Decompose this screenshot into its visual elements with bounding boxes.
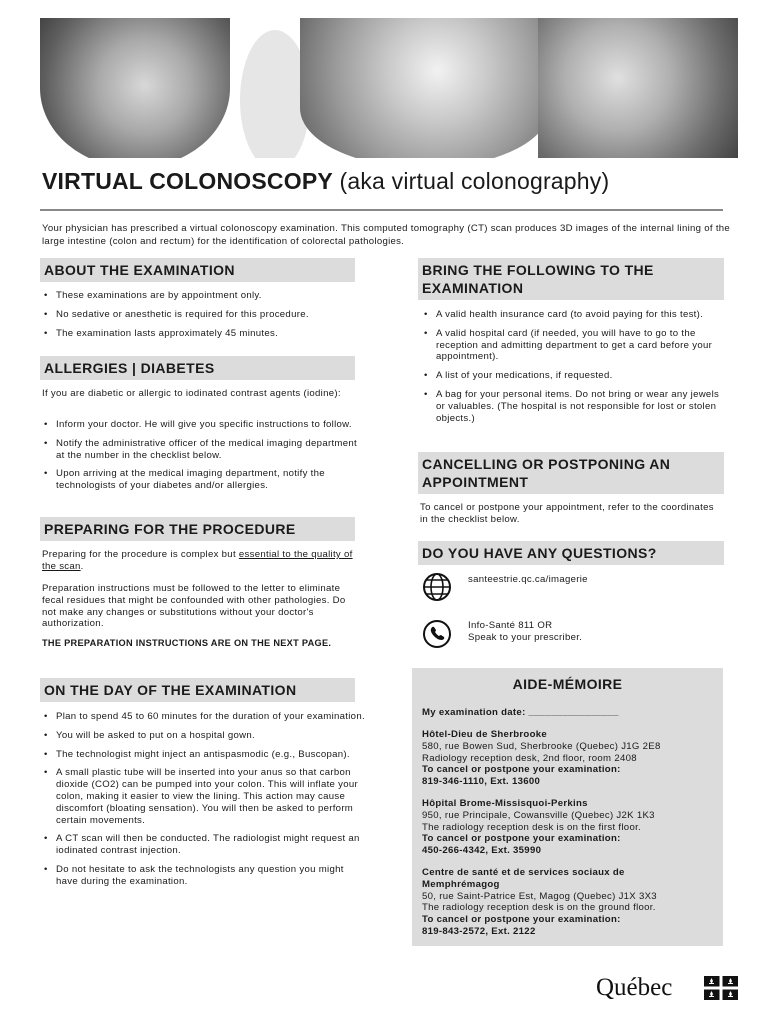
about-list [42,290,362,346]
site-reception: The radiology reception desk is on the ground floor. [422,902,656,914]
site-name: Hôpital Brome-Missisquoi-Perkins [422,798,588,809]
list-item: • A bag for your personal items. Do not bring or wear any jewels or valuables. (The hospital is not responsible for lost or stolen objects.) [422,389,722,424]
list-item: • The examination lasts approximately 45 minutes. [42,328,362,340]
hero-photo-banner [0,0,770,158]
aide-memoire-title: AIDE-MÉMOIRE [512,676,623,692]
list-item: • Inform your doctor. He will give you specific instructions to follow. [42,419,367,431]
list-item: • The technologist might inject an antispasmodic (e.g., Buscopan). [42,749,367,761]
cancel-heading: CANCELLING OR POSTPONING AN APPOINTMENT [418,452,724,494]
site-brome-missisquoi [422,798,722,857]
site-phone: 819-346-1110, Ext. 13600 [422,776,541,788]
list-item: • A valid health insurance card (to avoid paying for this test). [422,309,722,321]
phone-icon [422,619,452,649]
site-sherbrooke [422,729,722,788]
list-item: • Do not hesitate to ask the technologists any question you might have during the examination. [42,864,367,888]
site-reception: The radiology reception desk is on the first floor. [422,821,642,833]
site-memphremagog [422,867,722,938]
list-item: • Upon arriving at the medical imaging department, notify the technologists of your diabetes and/or allergies. [42,468,367,492]
site-cancel-label: To cancel or postpone your examination: [422,764,621,776]
list-item: • A list of your medications, if requested. [422,370,722,382]
title-divider [40,209,723,211]
list-item: • These examinations are by appointment only. [42,290,362,302]
dayof-list [42,711,367,895]
preparing-heading: PREPARING FOR THE PROCEDURE [40,517,355,541]
globe-icon [422,572,452,602]
preparing-emphasis: essential to the quality of the scan [42,549,353,572]
list-item: • A small plastic tube will be inserted into your anus so that carbon dioxide (CO2) can be pumped into your colon. This will inflate your colon, making it easier to view the lining. This action may cause discomfort (bloating sensation). You will then be asked to perform certain movements. [42,767,367,826]
questions-heading: DO YOU HAVE ANY QUESTIONS? [418,541,724,565]
allergies-intro: If you are diabetic or allergic to iodinated contrast agents (iodine): [42,388,341,399]
list-item: • Notify the administrative officer of the medical imaging department at the number in the checklist below. [42,438,367,462]
photo-elderly-couple [538,18,738,158]
site-cancel-label: To cancel or postpone your examination: [422,914,621,926]
list-item: • A CT scan will then be conducted. The radiologist might request an iodinated contrast injection. [42,833,367,857]
list-item: • Plan to spend 45 to 60 minutes for the duration of your examination. [42,711,367,723]
site-reception: Radiology reception desk, 2nd floor, room 2408 [422,752,637,764]
list-item: • You will be asked to put on a hospital gown. [42,730,367,742]
preparing-text-end: . [80,560,84,572]
list-item: • No sedative or anesthetic is required for this procedure. [42,309,362,321]
site-address: 950, rue Principale, Cowansville (Quebec) J2K 1K3 [422,809,655,821]
site-address: 50, rue Saint-Patrice Est, Magog (Quebec) J1X 3X3 [422,890,657,902]
allergies-heading: ALLERGIES | DIABETES [40,356,355,380]
photo-baby [40,18,230,158]
site-phone: 819-843-2572, Ext. 2122 [422,925,536,937]
quebec-logo: Québec [596,974,673,1001]
fleur-de-lis-flag-icon [704,976,738,1000]
list-item: • A valid hospital card (if needed, you will have to go to the reception and admitting department to get a card before your appointment). [422,328,722,363]
site-address: 580, rue Bowen Sud, Sherbrooke (Quebec) J1G 2E8 [422,740,661,752]
site-name: Centre de santé et de services sociaux de Memphrémagog [422,867,625,890]
site-name: Hôtel-Dieu de Sherbrooke [422,729,548,740]
intro-paragraph: Your physician has prescribed a virtual colonoscopy examination. This computed tomography (CT) scan produces 3D images of the internal lining of the large intestine (colon and rectum) for the identification of colorectal pathologies. [42,223,731,247]
bring-list [422,309,722,431]
photo-lab-technician [300,18,550,158]
questions-phone-line-1: Info-Santé 811 OR [468,620,553,631]
questions-phone-line-2: Speak to your prescriber. [468,632,583,643]
preparing-paragraph-2: Preparation instructions must be followed to the letter to eliminate fecal residues that might be confounded with other pathologies. Do not make any changes or substitutions without your doctor's authorization. [42,583,346,630]
site-phone: 450-266-4342, Ext. 35990 [422,845,542,857]
about-heading: ABOUT THE EXAMINATION [40,258,355,282]
cancel-text: To cancel or postpone your appointment, refer to the coordinates in the checklist below. [420,502,714,525]
dayof-heading: ON THE DAY OF THE EXAMINATION [40,678,355,702]
title-sub: (aka virtual colonography) [332,168,610,194]
page-title [42,168,609,195]
questions-web-link[interactable]: santeestrie.qc.ca/imagerie [468,574,588,585]
examination-date-field: My examination date: ________________ [422,707,619,718]
preparing-text: Preparing for the procedure is complex but [42,549,239,560]
allergies-list [42,419,367,499]
title-main: VIRTUAL COLONOSCOPY [42,168,333,194]
site-cancel-label: To cancel or postpone your examination: [422,833,621,845]
bring-heading: BRING THE FOLLOWING TO THE EXAMINATION [418,258,724,300]
preparing-paragraph-1 [42,549,362,573]
preparing-next-page-note: THE PREPARATION INSTRUCTIONS ARE ON THE NEXT PAGE. [42,638,332,648]
